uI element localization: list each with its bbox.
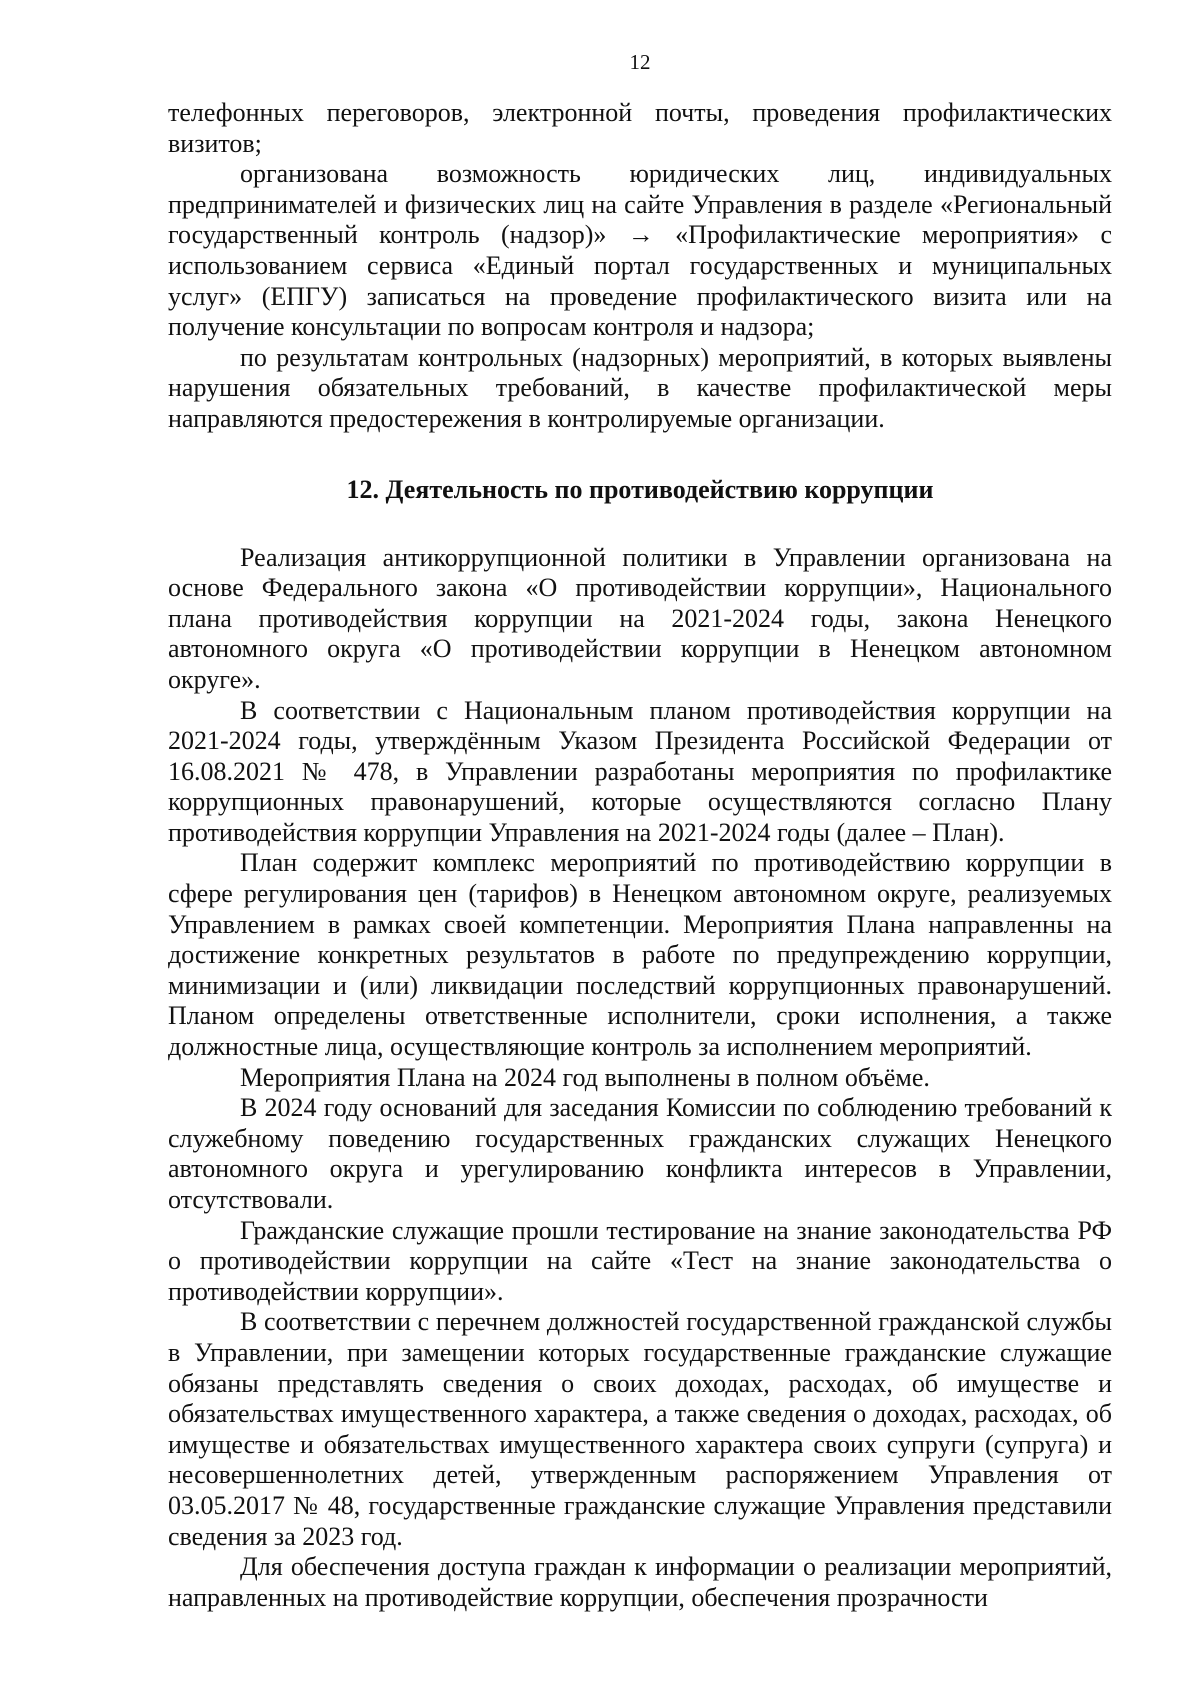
paragraph-continued: телефонных переговоров, электронной почты, проведения профилактических визитов;: [168, 98, 1112, 158]
paragraph: План содержит комплекс мероприятий по противодействию коррупции в сфере регулирования цен (тарифов) в Ненецком автономном округе, реализуемых Управлением в рамках своей компетенции. Мероприятия Плана направленны на достижение конкретных результатов в работе по предупреждению коррупции, минимизации и (или) ликвидации последствий коррупционных правонарушений. Планом определены ответственные исполнители, сроки исполнения, а также должностные лица, осуществляющие контроль за исполнением мероприятий.: [168, 848, 1112, 1062]
document-body: [168, 98, 1112, 1613]
section-heading: 12. Деятельность по противодействию коррупции: [346, 474, 934, 504]
paragraph: по результатам контрольных (надзорных) мероприятий, в которых выявлены нарушения обязательных требований, в качестве профилактической меры направляются предостережения в контролируемые организации.: [168, 342, 1112, 433]
paragraph: В 2024 году оснований для заседания Комиссии по соблюдению требований к служебному поведению государственных гражданских служащих Ненецкого автономного округа и урегулированию конфликта интересов в Управлении, отсутствовали.: [168, 1093, 1112, 1214]
paragraph: Реализация антикоррупционной политики в Управлении организована на основе Федерального закона «О противодействии коррупции», Национального плана противодействия коррупции на 2021-2024 годы, закона Ненецкого автономного округа «О противодействии коррупции в Ненецком автономном округе».: [168, 542, 1112, 694]
paragraph: В соответствии с перечнем должностей государственной гражданской службы в Управлении, при замещении которых государственные гражданские служащие обязаны представлять сведения о своих доходах, расходах, об имуществе и обязательствах имущественного характера, а также сведения о доходах, расходах, об имуществе и обязательствах имущественного характера своих супруги (супруга) и несовершеннолетних детей, утвержденным распоряжением Управления от 03.05.2017 № 48, государственные гражданские служащие Управления представили сведения за 2023 год.: [168, 1307, 1112, 1551]
paragraph: организована возможность юридических лиц, индивидуальных предпринимателей и физических лиц на сайте Управления в разделе «Региональный государственный контроль (надзор)» → «Профилактические мероприятия» с использованием сервиса «Единый портал государственных и муниципальных услуг» (ЕПГУ) записаться на проведение профилактического визита или на получение консультации по вопросам контроля и надзора;: [168, 159, 1112, 342]
paragraph: В соответствии с Национальным планом противодействия коррупции на 2021-2024 годы, утверждённым Указом Президента Российской Федерации от 16.08.2021 № 478, в Управлении разработаны мероприятия по профилактике коррупционных правонарушений, которые осуществляются согласно Плану противодействия коррупции Управления на 2021-2024 годы (далее – План).: [168, 695, 1112, 847]
paragraph-continues: Для обеспечения доступа граждан к информации о реализации мероприятий, направленных на противодействие коррупции, обеспечения прозрачности: [168, 1552, 1112, 1612]
paragraph: Гражданские служащие прошли тестирование на знание законодательства РФ о противодействии коррупции на сайте «Тест на знание законодательства о противодействии коррупции».: [168, 1215, 1112, 1306]
paragraph: Мероприятия Плана на 2024 год выполнены в полном объёме.: [240, 1062, 930, 1092]
page-number: 12: [629, 50, 651, 74]
